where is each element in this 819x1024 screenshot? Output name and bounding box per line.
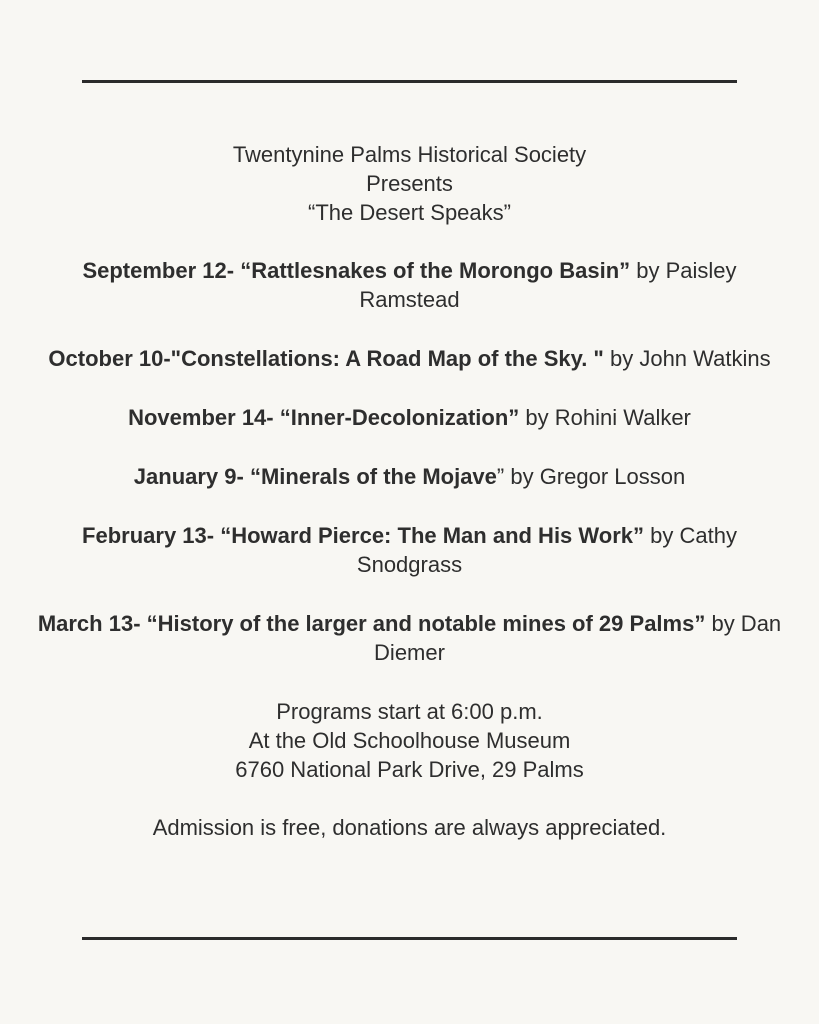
event-speaker: by Paisley Ramstead: [359, 258, 737, 312]
flyer-content: [0, 140, 819, 842]
event-speaker: by John Watkins: [603, 346, 771, 371]
event-date: March 13-: [37, 611, 141, 636]
event-speaker: ” by Gregor Losson: [496, 464, 686, 489]
event-speaker: by Cathy Snodgrass: [356, 523, 737, 577]
event-title: “History of the larger and notable mines of 29 Palms”: [140, 611, 706, 636]
event-date: September 12-: [82, 258, 235, 283]
event-title: “Inner-Decolonization”: [273, 405, 520, 430]
event-item: [30, 256, 790, 314]
event-date: November 14-: [128, 405, 274, 430]
event-speaker: by Rohini Walker: [519, 405, 691, 430]
top-divider: [82, 80, 737, 83]
event-title: “Minerals of the Mojave: [243, 464, 497, 489]
event-title: “Rattlesnakes of the Morongo Basin”: [234, 258, 631, 283]
admission-note: [0, 813, 819, 842]
address: 6760 National Park Drive, 29 Palms: [235, 757, 584, 782]
event-title: “Howard Pierce: The Man and His Work”: [214, 523, 645, 548]
presents-text: Presents: [366, 171, 453, 196]
admission-text: Admission is free, donations are always appreciated.: [152, 815, 667, 840]
series-title: “The Desert Speaks”: [308, 200, 511, 225]
event-title: "Constellations: A Road Map of the Sky. ": [170, 346, 604, 371]
event-date: January 9-: [133, 464, 244, 489]
event-item: [30, 521, 790, 579]
program-info: [0, 697, 819, 784]
venue: At the Old Schoolhouse Museum: [248, 728, 571, 753]
start-time: Programs start at 6:00 p.m.: [276, 699, 543, 724]
flyer-header: [0, 140, 819, 227]
event-speaker: by Dan Diemer: [374, 611, 782, 665]
event-item: [30, 403, 790, 432]
event-date: October 10-: [48, 346, 171, 371]
event-item: [30, 462, 790, 491]
event-date: February 13-: [82, 523, 215, 548]
bottom-divider: [82, 937, 737, 940]
event-item: [30, 609, 790, 667]
event-item: [0, 344, 819, 373]
organization-name: Twentynine Palms Historical Society: [232, 142, 587, 167]
